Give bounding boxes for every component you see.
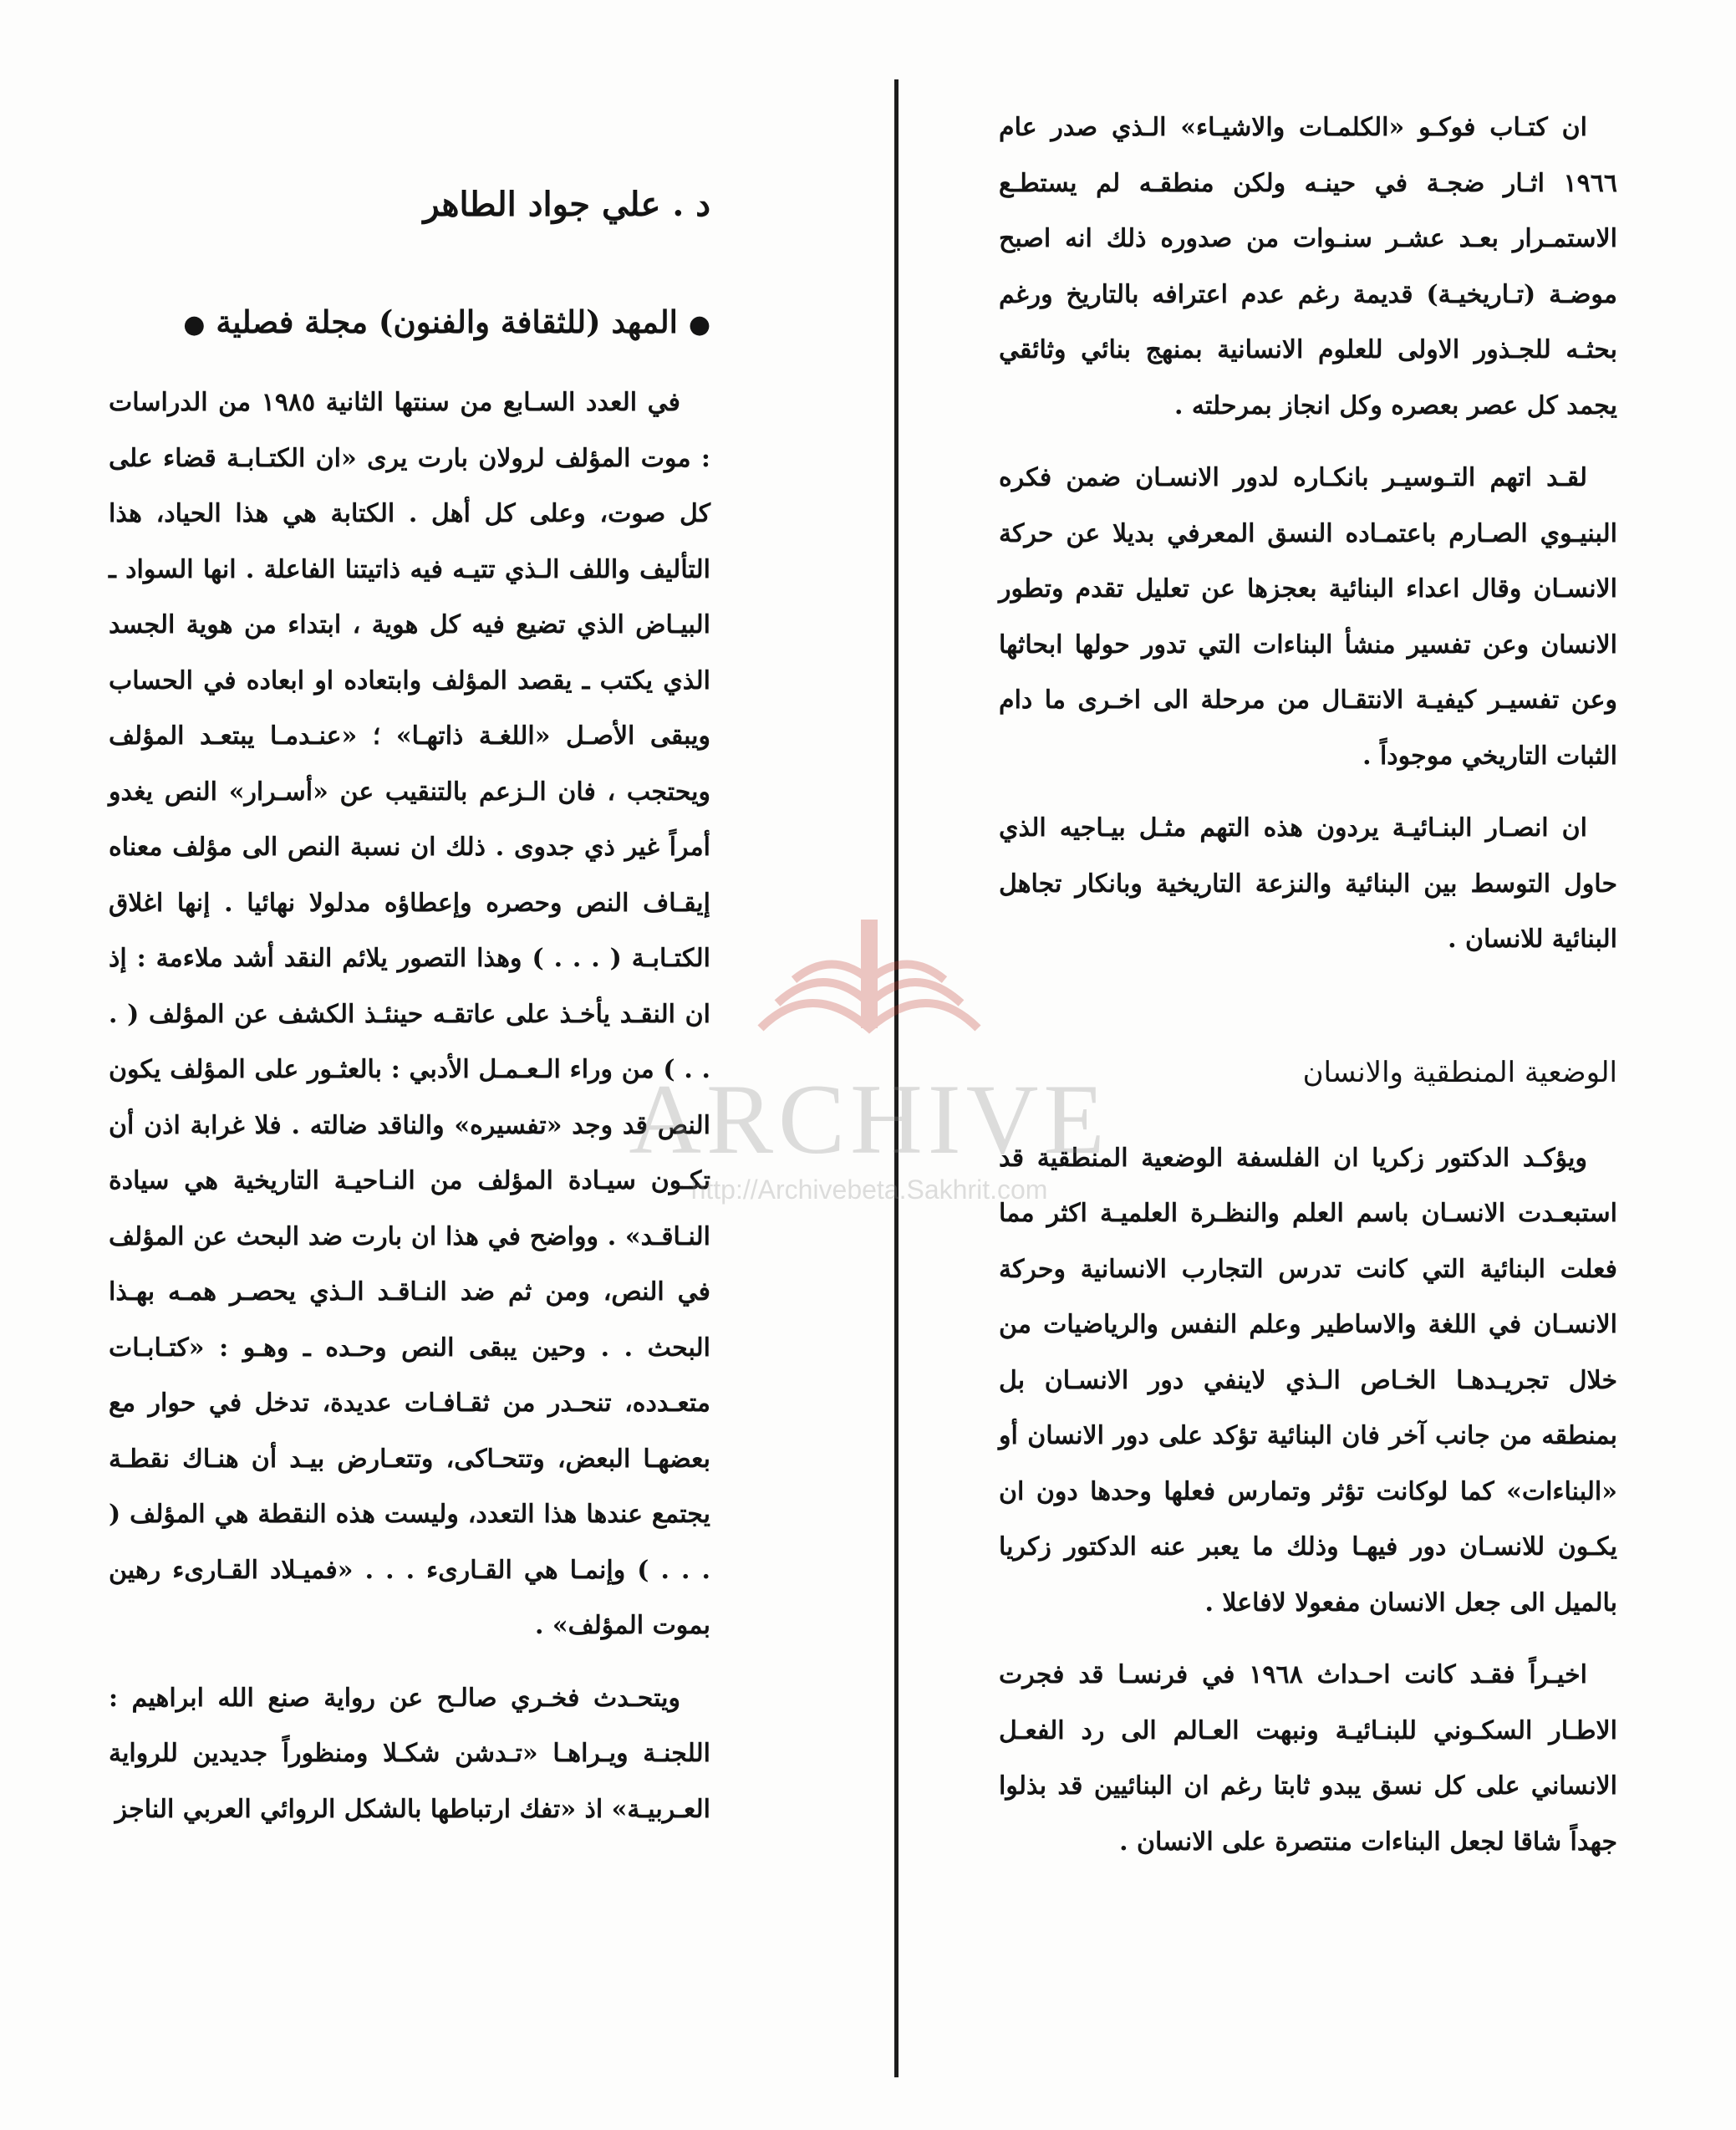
section-title: الوضعية المنطقية والانسان (1302, 1055, 1617, 1089)
title-spacer (109, 350, 710, 375)
left-column (109, 180, 710, 1837)
right-paragraph-3: ان انصـار البنـائيـة يردون هذه التهم مثـل بيـاجيه الذي حاول التوسط بين البنائية والنزعة التاريخية وبانكار تجاهل البنائية للانسان . (999, 813, 1617, 954)
section-spacer-2 (999, 1098, 1617, 1131)
right-column (999, 100, 1617, 1870)
right-paragraph-4: ويؤكـد الدكتور زكريا ان الفلسفة الوضعية المنطقية قد استبعـدت الانسـان باسم العلم والنظـرة العلميـة اكثر مما فعلت البنائية التي كانت تدرس التجارب الانسانية وحركة الانسـان في اللغة والاساطير وعلم النفس والرياضيات من خلال تجريـدهـا الخـاص الـذي لاينفي دور الانسـان بل بمنطقه من جانب آخر فان البنائية تؤكد على دور الانسان أو «البناءات» كما لوكانت تؤثر وتمارس فعلها وحدها دون ان يكـون للانسـان دور فيهـا وذلك ما يعبر عنه الدكتور زكريا بالميل الى جعل الانسان مفعولا لافاعلا . (999, 1143, 1617, 1618)
right-paragraph-5: اخيـراً فقـد كانت احـداث ١٩٦٨ في فرنسـا قد فجرت الاطـار السكـوني للبنـائيـة ونبهت العـالم الى رد الفعـل الانساني على كل نسق يبدو ثابتا رغم ان البنائيين قد بذلوا جهداً شاقا لجعل البناءات منتصرة على الانسان . (999, 1660, 1617, 1857)
left-paragraph-1: في العدد السـابع من سنتها الثانية ١٩٨٥ من الدراسات : موت المؤلف لرولان بارت يرى «ان الكتـابـة قضاء على كل صوت، وعلى كل أهل . الكتابة هي هذا الحياد، هذا التأليف واللف الـذي تتيـه فيه ذاتيتنا الفاعلة . انها السواد ـ البيـاض الذي تضيع فيه كل هوية ، ابتداء من هوية الجسد الذي يكتب ـ يقصد المؤلف وابتعاده او ابعاده في الحساب ويبقى الأصـل «اللغـة ذاتهـا» ؛ «عنـدمـا يبتعـد المؤلف ويحتجب ، فان الـزعم بالتنقيب عن «أسـرار» النص يغدو أمراً غير ذي جدوى . ذلك ان نسبة النص الى مؤلف معناه إيقـاف النص وحصره وإعطاؤه مدلولا نهائيا . إنها اغلاق الكتـابـة ( . . . ) وهذا التصور يلائم النقد أشد ملاءمة : إذ ان النقـد يأخـذ على عاتقـه حينئـذ الكشف عن المؤلف ( . . . ) من وراء الـعـمـل الأدبي : بالعثـور على المؤلف يكون النص قد وجد «تفسيره» والناقد ضالته . فلا غرابة اذن أن تكـون سيـادة المؤلف من النـاحيـة التاريخية هي سيادة النـاقـد» . وواضح في هذا ان بارت ضد البحث عن المؤلف في النص، ومن ثم ضد النـاقـد الـذي يحصـر همـه بهـذا البحث . . وحين يبقى النص وحـده ـ وهـو : «كتـابـات متعـدده، تنحـدر من ثقـافـات عديدة، تدخل في حوار مع بعضهـا البعض، وتتحـاكى، وتتعـارض بيـد أن هنـاك نقطـة يجتمع عندها هذا التعدد، وليست هذه النقطة هي المؤلف ( . . . ) وإنمـا هي القـارىء . . . «فميـلاد القـارىء رهين بموت المؤلف» . (109, 388, 710, 1640)
bullet-icon: ● (688, 310, 710, 339)
article-title-text: المهد (للثقافة والفنون) مجلة فصلية (216, 303, 678, 340)
article-title (109, 297, 710, 350)
right-paragraph-2: لقـد اتهم التـوسيـر بانكـاره لدور الانسـان ضمن فكره البنيـوي الصـارم باعتمـاده النسق المعرفي بديلا عن حركة الانسـان وقال اعداء البنائية بعجزها عن تعليل تقدم وتطور الانسان وعن تفسير منشأ البناءات التي تدور حولها ابحاثها وعن تفسيـر كيفيـة الانتقـال من مرحلة الى اخـرى ما دام الثبات التاريخي موجوداً . (999, 463, 1617, 771)
author-spacer (109, 230, 710, 297)
watermark-word: ARCHIVE (629, 1063, 1110, 1175)
watermark-url: http://Archivebeta.Sakhrit.com (690, 1175, 1048, 1205)
right-paragraph-1: ان كتـاب فوكـو «الكلمـات والاشيـاء» الـذي صدر عام ١٩٦٦ اثـار ضجـة في حينـه ولكن منطقـه لم يستطـع الاستمـرار بعـد عشـر سنـوات من صدوره ذلك انه اصبح موضـة (تـاريخيـة) قديمة رغم عدم اعترافه بالتاريخ ورغم بحثـه للجـذور الاولى للعلوم الانسانية بمنهج بنائي وثائقي يجمد كل عصر بعصره وكل انجاز بمرحلته . (999, 113, 1617, 420)
author-name: د . علي جواد الطاهر (423, 185, 710, 224)
bullet-icon-end: ● (183, 310, 206, 339)
left-paragraph-2: ويتحـدث فخـري صالـح عن رواية صنع الله ابراهيم : اللجنـة ويـراهـا «تـدشن شكـلا ومنظوراً جديدين للرواية العـربيـة» اذ «تفك ارتباطها بالشكل الروائي العربي الناجز (109, 1683, 710, 1824)
column-divider (894, 79, 899, 2077)
section-spacer (999, 968, 1617, 1047)
